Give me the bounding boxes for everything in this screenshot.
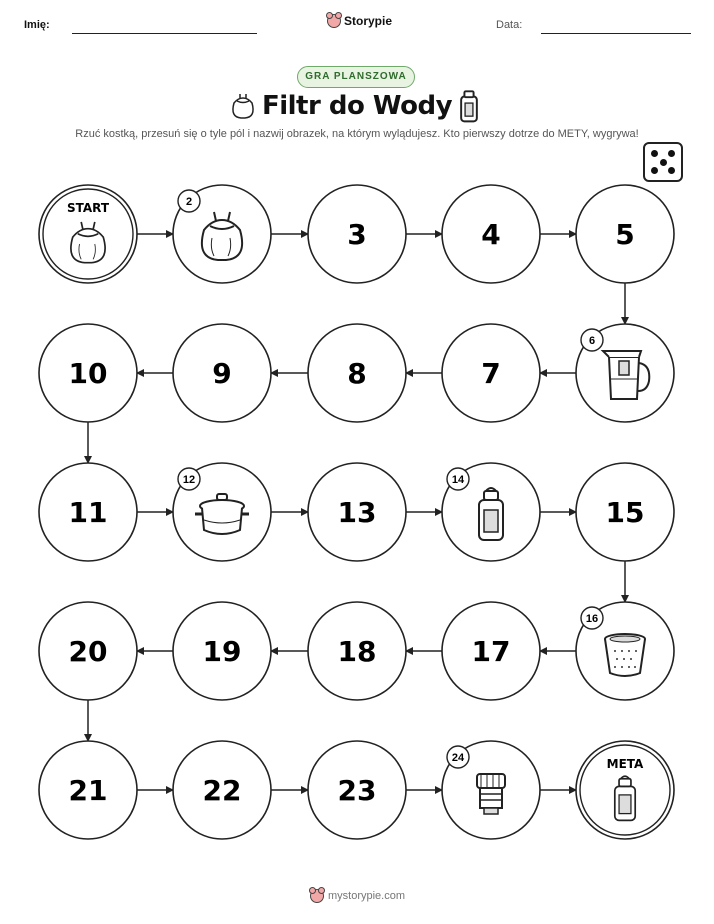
- cartridge-icon: [605, 634, 645, 676]
- board-cell-4: [442, 185, 540, 283]
- cell-number: 24: [451, 752, 465, 764]
- cell-number: 16: [585, 613, 599, 625]
- name-label: Imię:: [24, 19, 50, 31]
- cell-label: START: [66, 201, 110, 215]
- board-cell-8: [308, 324, 406, 422]
- cell-number: 19: [202, 635, 242, 668]
- cell-number: 3: [347, 218, 367, 251]
- cell-number: 20: [68, 635, 108, 668]
- cell-number: 13: [337, 496, 377, 529]
- cell-number: 8: [347, 357, 367, 390]
- cell-number: 12: [182, 474, 196, 486]
- cell-number: 11: [68, 496, 108, 529]
- board-cell-2: [173, 185, 271, 283]
- board-cell-14: [442, 463, 540, 561]
- board-cell-19: [173, 602, 271, 700]
- board-cell-24: [442, 741, 540, 839]
- footer: [310, 889, 405, 903]
- board-cell-18: [308, 602, 406, 700]
- board-cell-10: [39, 324, 137, 422]
- cell-number: 21: [68, 774, 108, 807]
- board-cell-3: [308, 185, 406, 283]
- cell-number: 2: [185, 196, 193, 208]
- cell-number: 7: [481, 357, 501, 390]
- board-cell-13: [308, 463, 406, 561]
- cell-number: 6: [588, 335, 596, 347]
- cell-number: 5: [615, 218, 635, 251]
- board-cell-20: [39, 602, 137, 700]
- board-cell-23: [308, 741, 406, 839]
- board-cell-11: [39, 463, 137, 561]
- bear-logo-icon: [310, 889, 324, 903]
- board-cell-9: [173, 324, 271, 422]
- cell-number: 14: [451, 474, 465, 486]
- page-title: Filtr do Wody: [261, 91, 453, 121]
- brand-name: Storypie: [344, 14, 393, 28]
- board-cell-25: [576, 741, 674, 839]
- board-cell-21: [39, 741, 137, 839]
- faucet-filter-icon: [477, 774, 505, 814]
- board-cell-16: [576, 602, 674, 700]
- cell-number: 23: [337, 774, 377, 807]
- game-type-badge: GRA PLANSZOWA: [297, 66, 415, 88]
- board-cell-12: [173, 463, 271, 561]
- instructions-text: Rzuć kostką, przesuń się o tyle pól i nazwij obrazek, na którym wylądujesz. Kto pierwszy dotrze do METY, wygrywa!: [75, 128, 639, 140]
- cell-number: 18: [337, 635, 377, 668]
- cell-number: 4: [481, 218, 501, 251]
- board-cell-17: [442, 602, 540, 700]
- board-cell-1: [39, 185, 137, 283]
- cell-number: 10: [68, 357, 108, 390]
- cell-number: 9: [212, 357, 232, 390]
- board-cell-6: [576, 324, 674, 422]
- footer-url: mystorypie.com: [328, 890, 406, 902]
- board-cell-7: [442, 324, 540, 422]
- cell-number: 22: [202, 774, 242, 807]
- cell-number: 17: [471, 635, 511, 668]
- board-cell-15: [576, 463, 674, 561]
- board-cell-5: [576, 185, 674, 283]
- date-label: Data:: [496, 19, 523, 31]
- cell-label: META: [606, 757, 644, 771]
- cell-number: 15: [605, 496, 645, 529]
- board-cell-22: [173, 741, 271, 839]
